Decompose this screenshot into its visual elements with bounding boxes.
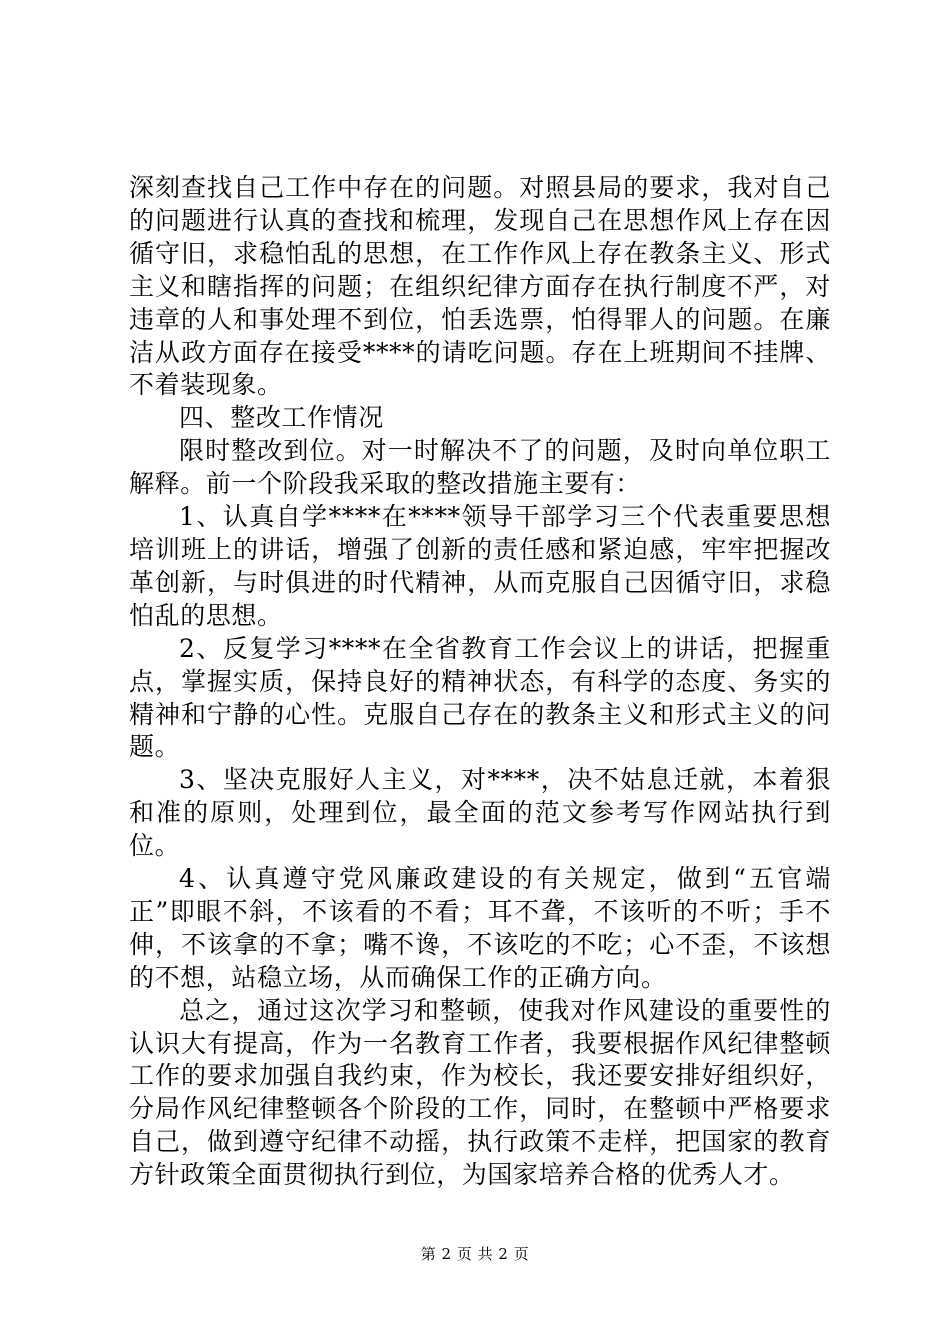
paragraph-measure-3: 3、坚决克服好人主义，对****，决不姑息迁就，本着狠和准的原则，处理到位，最全面的范文参考写作网站执行到位。: [129, 765, 831, 861]
paragraph-conclusion: 总之，通过这次学习和整顿，使我对作风建设的重要性的认识大有提高，作为一名教育工作者，我要根据作风纪律整顿工作的要求加强自我约束，作为校长，我还要安排好组织好，分局作风纪律整顿各个阶段的工作，同时，在整顿中严格要求自己，做到遵守纪律不动摇，执行政策不走样，把国家的教育方针政策全面贯彻执行到位，为国家培养合格的优秀人才。: [129, 995, 831, 1190]
document-body: [129, 172, 831, 1192]
paragraph-problems: 深刻查找自己工作中存在的问题。对照县局的要求，我对自己的问题进行认真的查找和梳理，发现自己在思想作风上存在因循守旧，求稳怕乱的思想，在工作作风上存在教条主义、形式主义和瞎指挥的问题；在组织纪律方面存在执行制度不严，对违章的人和事处理不到位，怕丢选票，怕得罪人的问题。在廉洁从政方面存在接受****的请吃问题。存在上班期间不挂牌、不着装现象。: [129, 173, 831, 400]
paragraph-rectification-intro: 限时整改到位。对一时解决不了的问题，及时向单位职工解释。前一个阶段我采取的整改措施主要有：: [129, 436, 831, 499]
paragraph-measure-1: 1、认真自学****在****领导干部学习三个代表重要思想培训班上的讲话，增强了创新的责任感和紧迫感，牢牢把握改革创新，与时俱进的时代精神，从而克服自己因循守旧，求稳怕乱的思想。: [129, 502, 831, 630]
section-heading-rectification: 四、整改工作情况: [179, 403, 384, 433]
paragraph-measure-4: 4、认真遵守党风廉政建设的有关规定，做到“五官端正”即眼不斜，不该看的不看；耳不聋，不该听的不听；手不伸，不该拿的不拿；嘴不谗，不该吃的不吃；心不歪，不该想的不想，站稳立场，从而确保工作的正确方向。: [129, 864, 831, 992]
page-footer: 第 2 页 共 2 页: [420, 1245, 530, 1263]
paragraph-measure-2: 2、反复学习****在全省教育工作会议上的讲话，把握重点，掌握实质，保持良好的精神状态，有科学的态度、务实的精神和宁静的心性。克服自己存在的教条主义和形式主义的问题。: [129, 633, 831, 762]
